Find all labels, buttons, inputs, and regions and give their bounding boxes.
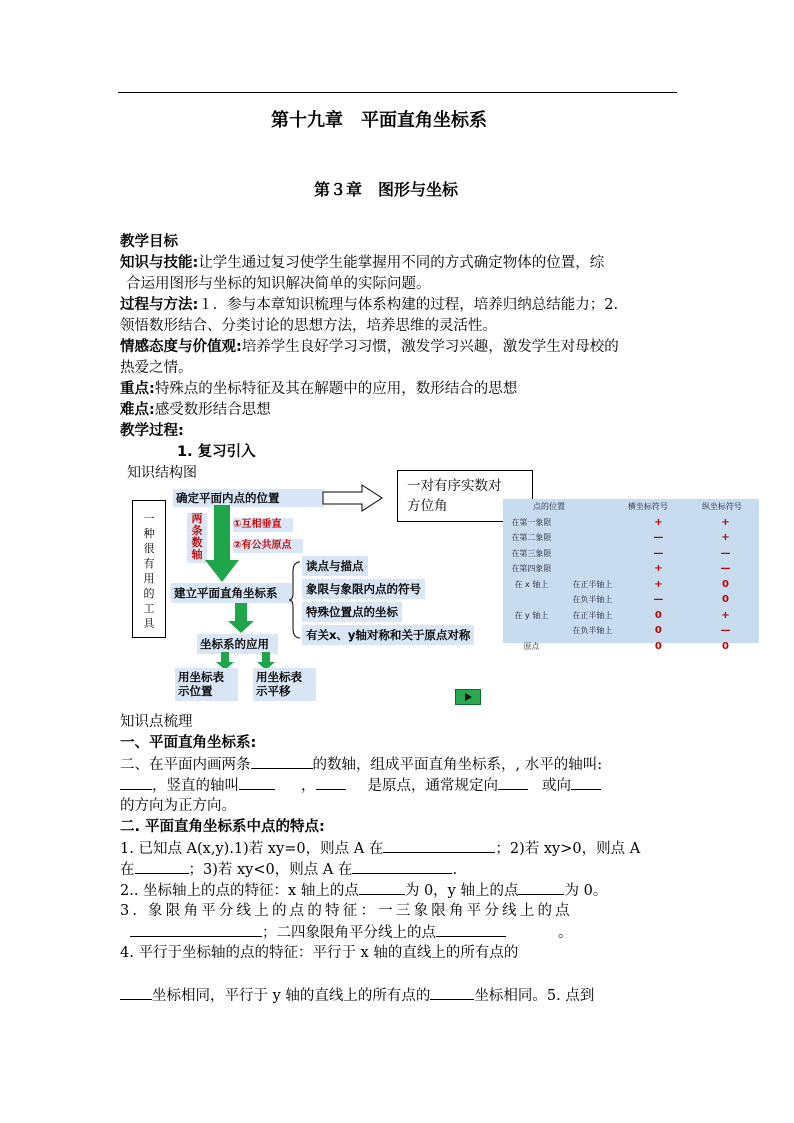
table-header: 纵坐标符号 [701,502,742,512]
para-axes2 [120,775,601,797]
table-row [503,639,759,655]
para-text: 为 0，y 轴上的点 [404,883,519,899]
table-cell: 在 y 轴上 [514,610,549,620]
table-cell: 在负半轴上 [572,595,613,605]
table-row [503,561,759,577]
table-cell: + [654,516,663,528]
table-cell [560,639,625,655]
table-cell [560,515,625,531]
para-text: 。 [558,925,573,941]
table-cell: — [653,594,664,606]
blank-field[interactable] [498,775,528,790]
sign-table [503,499,759,515]
leaf-translation [253,668,316,701]
table-cell: 0 [654,609,662,621]
table-cell: + [721,609,730,621]
node-locate-point: 确定平面内点的位置 [173,489,324,507]
table-cell: + [721,532,730,544]
ordered-pair-line2: 方位角 [407,498,448,514]
table-row [503,623,759,639]
table-cell: 在第一象限 [511,517,552,527]
table-row [503,530,759,546]
blank-field[interactable] [352,859,452,874]
para-text: ；3)若 xy<0，则点 A 在 [188,862,353,878]
chapter-title: 第十九章 平面直角坐标系 [271,110,487,131]
table-cell: 在负半轴上 [572,626,613,636]
process-line1 [120,295,618,316]
side-char: 有 [143,557,155,570]
table-cell: 在 x 轴上 [514,579,549,589]
blank-field[interactable] [383,838,495,853]
attitude-label: 情感态度与价值观: [120,339,242,355]
vchar: 两 [191,512,203,525]
process-text1: １．参与本章知识梳理与体系构建的过程，培养归纳总结能力；2. [198,297,619,313]
table-cell: 0 [721,640,729,652]
brace-icon [288,560,302,640]
table-cell: 在第二象限 [511,533,552,543]
table-row [503,608,759,624]
para-text: ；2)若 xy>0，则点 A [495,841,641,857]
right-arrow-icon [322,484,384,512]
table-cell: 在第四象限 [511,564,552,574]
para-text: 坐标相同，平行于 y 轴的直线上的所有点的 [152,988,431,1004]
para-text: 的数轴，组成平面直角坐标系，, 水平的轴叫: [312,757,603,773]
skills-line1 [120,253,604,274]
table-cell: 在正半轴上 [572,610,613,620]
blank-field[interactable] [430,985,474,1000]
q7-line [120,985,594,1007]
para-text: ， [301,778,316,794]
skills-text1: 让学生通过复习使学生能掌握用不同的方式确定物体的位置，综 [198,255,605,271]
side-char: 用 [143,572,155,585]
diagram-caption: 知识结构图 [127,465,197,481]
table-cell: 0 [654,640,662,652]
side-char: 工 [143,602,155,615]
table-cell: 0 [654,625,662,637]
table-cell: 0 [721,578,729,590]
table-cell: — [720,563,731,575]
table-cell: 原点 [523,641,540,651]
node-build-coordinate: 建立平面直角坐标系 [171,583,292,603]
q4-line: 3. 象限角平分线上的点的特征：一三象限角平分线上的点 [120,903,573,919]
table-cell: 在第三象限 [511,548,552,558]
leaf-position [175,668,238,701]
side-char: 种 [143,527,155,540]
step1-heading: 1. 复习引入 [177,444,256,460]
process-label: 过程与方法: [120,297,199,313]
blank-field[interactable] [518,880,564,895]
para-text: 2.. 坐标轴上的点的特征：x 轴上的点 [120,883,359,899]
play-icon [456,690,480,704]
blank-field[interactable] [359,880,405,895]
blank-field[interactable] [436,922,506,937]
key-text: 特殊点的坐标特征及其在解题中的应用，数形结合的思想 [154,381,518,397]
table-cell [560,546,625,562]
attitude-text1: 培养学生良好学习习惯，激发学习兴趣，激发学生对母校的 [241,339,619,355]
table-row [503,577,759,593]
leaf-position-line2: 示位置 [178,684,213,698]
para-direction: 的方向为正方向。 [120,798,236,814]
section-title: 第３章 图形与坐标 [314,180,459,199]
tag-common-origin: ②有公共原点 [233,539,303,553]
para-text: ，竖直的轴叫 [152,778,239,794]
para-text: 二、在平面内画两条 [120,757,251,773]
heading-point-features: 二. 平面直角坐标系中点的特点: [120,819,325,835]
branch-read-plot: 读点与描点 [302,556,368,576]
para-text: 在 [120,862,135,878]
two-axes-box [187,513,207,563]
q5-line [130,922,573,944]
vchar: 轴 [191,548,203,561]
leaf-translation-line2: 示平移 [256,684,291,698]
table-cell: + [654,563,663,575]
side-tool-text [133,511,165,631]
side-char: 很 [143,542,155,555]
objectives-heading: 教学目标 [120,234,178,250]
table-header-row [503,499,759,515]
sign-table-body [503,515,759,655]
process-heading: 教学过程: [120,423,184,439]
table-cell [560,530,625,546]
para-text: ；二四象限角平分线上的点 [262,925,436,941]
branch-quadrant-signs: 象限与象限内点的符号 [302,579,425,599]
branch-special-points: 特殊位置点的坐标 [302,602,402,622]
blank-field[interactable] [251,754,313,769]
table-cell [560,561,625,577]
vchar: 条 [191,524,203,537]
play-button[interactable] [455,689,481,705]
blank-field[interactable] [120,985,152,1000]
skills-label: 知识与技能: [120,255,199,271]
blank-field[interactable] [120,775,152,790]
difficult-label: 难点: [120,402,155,418]
table-cell: — [720,547,731,559]
table-cell: 0 [721,594,729,606]
vchar: 数 [191,536,203,549]
table-cell [503,592,560,608]
header-rule [118,92,677,93]
branch-symmetry: 有关x、y轴对称和关于原点对称 [302,625,474,645]
para-text: . [452,862,458,878]
q6-line: 4. 平行于坐标轴的点的特征：平行于 x 轴的直线上的所有点的 [120,945,519,961]
difficult-text: 感受数形结合思想 [154,402,271,418]
sign-table-panel [503,499,759,652]
side-char: 的 [143,587,155,600]
blank-field[interactable] [316,775,346,790]
skills-line2: 合运用图形与坐标的知识解决简单的实际问题。 [126,276,431,292]
blank-field[interactable] [135,859,189,874]
leaf-translation-line1: 用坐标表 [256,670,302,684]
blank-field[interactable] [239,775,275,790]
node-application: 坐标系的应用 [197,634,278,654]
blank-field[interactable] [571,775,601,790]
q3-line [120,880,607,902]
q2-line [120,859,457,881]
leaf-position-line1: 用坐标表 [178,670,224,684]
para-axes [120,754,602,776]
down-arrow-small-icon [228,603,254,633]
blank-field[interactable] [130,922,262,937]
section-label: 知识点梳理 [120,714,193,730]
side-char: 一 [143,512,155,525]
para-text: 为 0。 [564,883,608,899]
table-cell: 在正半轴上 [572,579,613,589]
table-cell [503,623,560,639]
q1-line [120,838,640,860]
table-cell: — [653,532,664,544]
table-row [503,592,759,608]
process-line2: 领悟数形结合、分类讨论的思想方法，培养思维的灵活性。 [120,318,497,334]
attitude-line1 [120,337,619,358]
table-cell: — [720,625,731,637]
para-text: 1. 已知点 A(x,y).1)若 xy=0，则点 A 在 [120,841,384,857]
table-cell: + [721,516,730,528]
para-text: 或向 [542,778,571,794]
side-char: 具 [143,617,155,630]
table-row [503,515,759,531]
attitude-line2: 热爱之情。 [120,360,193,376]
ordered-pair-line1: 一对有序实数对 [407,478,502,494]
side-tool-box [132,500,166,638]
para-text: 是原点，通常规定向 [367,778,498,794]
heading-coordinate-system: 一、平面直角坐标系: [120,735,257,751]
table-header: 点的位置 [533,502,565,512]
tag-perpendicular: ①互相垂直 [233,518,293,532]
para-text: 坐标相同。5. 点到 [474,988,595,1004]
difficult-point [120,400,271,421]
key-label: 重点: [120,381,155,397]
table-cell: — [653,547,664,559]
key-point [120,379,517,400]
table-cell: + [654,578,663,590]
table-header: 横坐标符号 [627,502,668,512]
table-row [503,546,759,562]
